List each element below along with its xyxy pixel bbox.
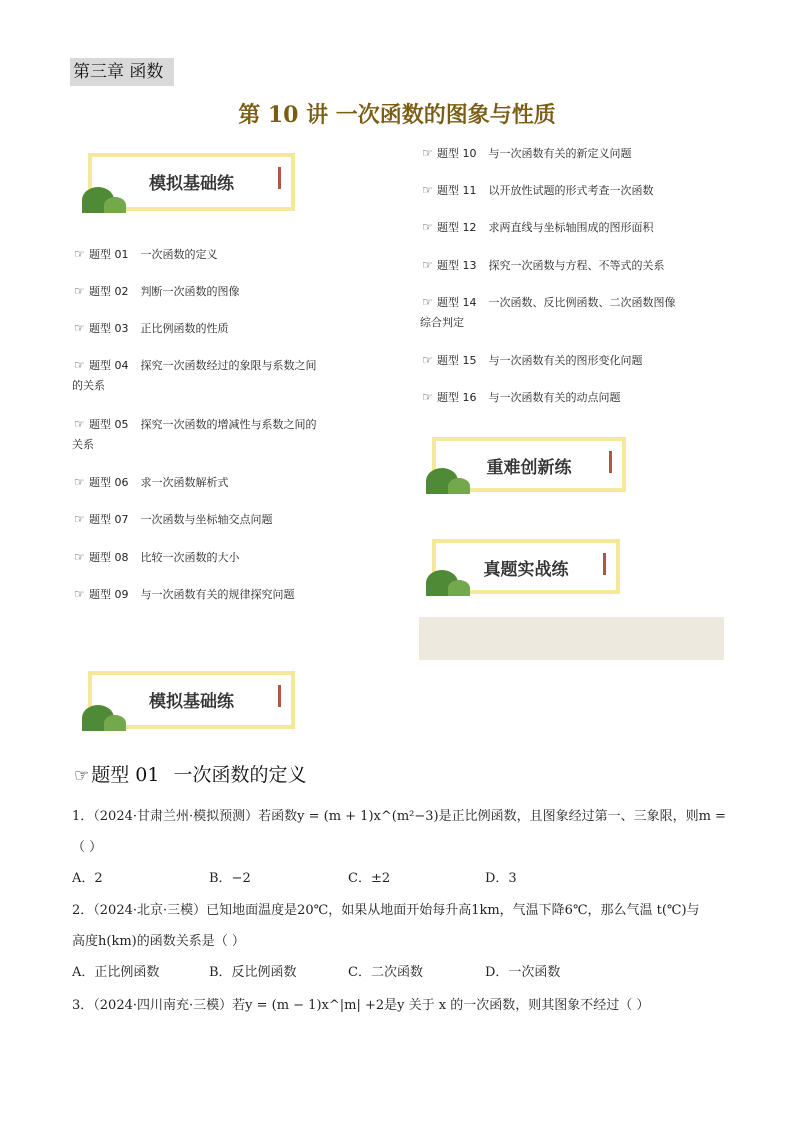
topic-item[interactable]: ☞ 题型 15 与一次函数有关的图形变化问题	[422, 351, 643, 370]
topic-item[interactable]: ☞ 题型 09 与一次函数有关的规律探究问题	[74, 585, 295, 604]
pointing-hand-icon: ☞	[422, 183, 433, 197]
decor-bar	[609, 451, 612, 473]
hill-icon	[448, 580, 470, 596]
option-d[interactable]: D．3	[485, 871, 517, 886]
pointing-hand-icon: ☞	[74, 766, 90, 786]
topic-heading: ☞ 题型 01 一次函数的定义	[74, 764, 307, 786]
question-1-line2: （ ）	[72, 840, 103, 855]
topic-item[interactable]: ☞ 题型 04 探究一次函数经过的象限与系数之间	[74, 356, 317, 375]
pointing-hand-icon: ☞	[74, 358, 85, 372]
section-hard-label: 重难创新练	[486, 458, 572, 478]
option-b[interactable]: B．−2	[209, 871, 251, 886]
pointing-hand-icon: ☞	[422, 146, 433, 160]
option-c[interactable]: C．二次函数	[348, 965, 423, 980]
topic-item[interactable]: ☞ 题型 01 一次函数的定义	[74, 245, 218, 264]
section-mock-label: 模拟基础练	[149, 174, 234, 194]
pointing-hand-icon: ☞	[422, 390, 433, 404]
hill-icon	[104, 715, 126, 731]
empty-panel	[419, 617, 724, 660]
option-b[interactable]: B．反比例函数	[209, 965, 297, 980]
topic-item[interactable]: ☞ 题型 12 求两直线与坐标轴围成的图形面积	[422, 218, 654, 237]
section-real-label: 真题实战练	[483, 560, 569, 580]
topic-item[interactable]: ☞ 题型 08 比较一次函数的大小	[74, 548, 240, 567]
option-a[interactable]: A．正比例函数	[72, 965, 160, 980]
hill-icon	[448, 478, 470, 494]
pointing-hand-icon: ☞	[422, 353, 433, 367]
option-c[interactable]: C．±2	[348, 871, 391, 886]
decor-bar	[603, 553, 606, 575]
pointing-hand-icon: ☞	[74, 512, 85, 526]
question-3-line1: 3．（2024·四川南充·三模）若y = (m − 1)x^|m| +2是y 关于 x 的一次函数，则其图象不经过（ ）	[72, 998, 650, 1013]
topic-item[interactable]: ☞ 题型 11 以开放性试题的形式考查一次函数	[422, 181, 654, 200]
section-heading-box	[88, 671, 295, 729]
topic-item[interactable]: ☞ 题型 10 与一次函数有关的新定义问题	[422, 144, 632, 163]
topic-item-cont: 综合判定	[420, 316, 464, 329]
topic-item[interactable]: ☞ 题型 14 一次函数、反比例函数、二次函数图像	[422, 293, 676, 312]
chapter-label: 第三章 函数	[70, 58, 174, 86]
option-d[interactable]: D．一次函数	[485, 965, 561, 980]
pointing-hand-icon: ☞	[422, 258, 433, 272]
question-2-line2: 高度h(km)的函数关系是（ ）	[72, 934, 245, 949]
pointing-hand-icon: ☞	[74, 587, 85, 601]
pointing-hand-icon: ☞	[74, 247, 85, 261]
question-1-options	[72, 867, 517, 886]
section-heading-label: 模拟基础练	[149, 692, 234, 712]
topic-item[interactable]: ☞ 题型 13 探究一次函数与方程、不等式的关系	[422, 256, 665, 275]
page-title: 第 10 讲 一次函数的图象与性质	[238, 102, 556, 128]
section-hard-box	[432, 437, 626, 492]
topic-item[interactable]: ☞ 题型 03 正比例函数的性质	[74, 319, 229, 338]
section-real-box	[432, 539, 620, 594]
pointing-hand-icon: ☞	[74, 417, 85, 431]
topic-item-cont: 的关系	[72, 379, 105, 392]
option-a[interactable]: A．2	[72, 871, 103, 886]
section-mock-box	[88, 153, 295, 211]
topic-item-cont: 关系	[72, 438, 94, 451]
topic-item[interactable]: ☞ 题型 06 求一次函数解析式	[74, 473, 229, 492]
question-2-line1: 2．（2024·北京·三模）已知地面温度是20℃，如果从地面开始每升高1km，气温下降6℃，那么气温 t(℃)与	[72, 903, 700, 918]
pointing-hand-icon: ☞	[74, 284, 85, 298]
pointing-hand-icon: ☞	[422, 295, 433, 309]
question-1-line1: 1．（2024·甘肃兰州·模拟预测）若函数y = (m + 1)x^(m²−3)是正比例函数，且图象经过第一、三象限，则m =	[72, 809, 726, 824]
pointing-hand-icon: ☞	[74, 475, 85, 489]
pointing-hand-icon: ☞	[74, 321, 85, 335]
pointing-hand-icon: ☞	[74, 550, 85, 564]
topic-item[interactable]: ☞ 题型 16 与一次函数有关的动点问题	[422, 388, 621, 407]
decor-bar	[278, 685, 281, 707]
decor-bar	[278, 167, 281, 189]
topic-item[interactable]: ☞ 题型 05 探究一次函数的增减性与系数之间的	[74, 415, 317, 434]
topic-item[interactable]: ☞ 题型 07 一次函数与坐标轴交点问题	[74, 510, 273, 529]
topic-item[interactable]: ☞ 题型 02 判断一次函数的图像	[74, 282, 240, 301]
pointing-hand-icon: ☞	[422, 220, 433, 234]
question-2-options	[72, 961, 560, 980]
hill-icon	[104, 197, 126, 213]
